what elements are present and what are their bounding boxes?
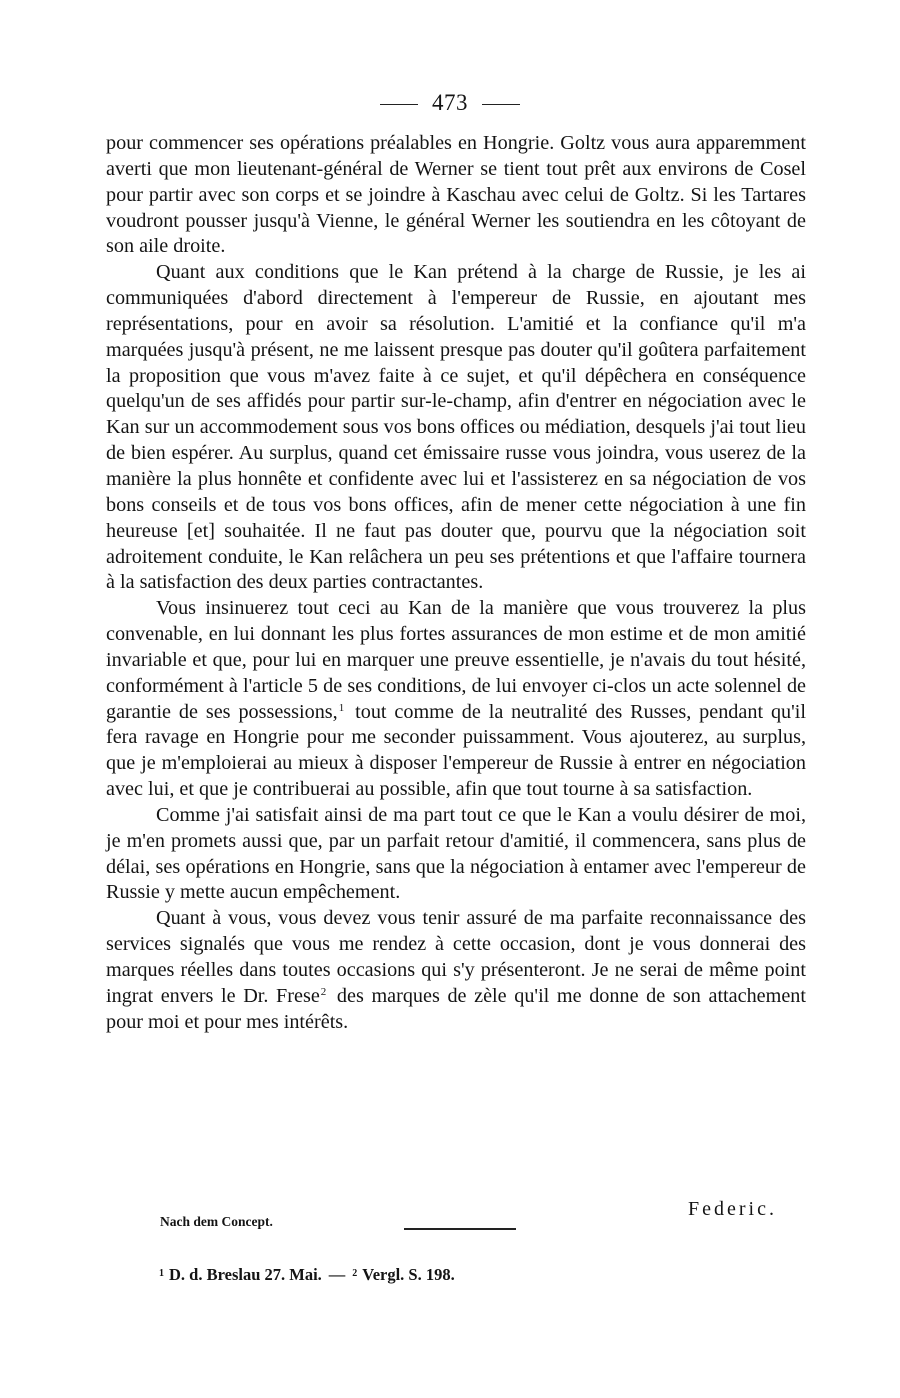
source-note: Nach dem Concept.	[160, 1214, 273, 1229]
footnotes	[159, 1265, 455, 1285]
header-dash-right	[482, 104, 520, 106]
footnote-reference: 1	[338, 701, 345, 714]
footnote-2	[352, 1265, 454, 1284]
letter-closing	[0, 1196, 900, 1256]
signature: Federic.	[688, 1198, 777, 1220]
paragraph	[106, 131, 806, 260]
header-dash-left	[380, 104, 418, 106]
paragraph	[106, 596, 806, 803]
paragraph-text: pour commencer ses opérations préalables en Hongrie. Goltz vous aura apparemment averti que mon lieutenant-général de Werner se tient tout prêt aux environs de Cosel pour partir avec son corps et se joindre à Kaschau avec celui de Goltz. Si les Tartares voudront pousser jusqu'à Vienne, le général Werner les soutiendra en les côtoyant de son aile droite.	[106, 132, 806, 258]
paragraph	[106, 260, 806, 596]
footnote-mark: 2	[352, 1268, 358, 1279]
paragraph-text: Quant aux conditions que le Kan prétend à la charge de Russie, je les ai communiquées d'abord directement à l'empereur de Russie, en ajoutant mes représentations, pour en avoir sa résolution. L'amitié et la confiance qu'il m'a marquées jusqu'à présent, ne me laissent presque pas douter qu'il goûtera parfaitement la proposition que vous m'avez faite à ce sujet, et qu'il dépêchera en conséquence quelqu'un de ses affidés pour partir sur-le-champ, afin d'entrer en négociation avec le Kan sur un accommodement sous vos bons offices ou médiation, desquels j'ai tout lieu de bien espérer. Au surplus, quand cet émissaire russe vous joindra, vous userez de la manière la plus honnête et confidente avec lui et l'assisterez en sa négociation de vos bons conseils et de tous vos bons offices, afin de mener cette négociation à une fin heureuse [et] souhaitée. Il ne faut pas douter que, pourvu que la négociation soit adroitement conduite, le Kan relâchera un peu ses prétentions et que l'affaire tournera à la satisfaction des deux parties contractantes.	[106, 261, 806, 594]
footnote-1	[159, 1265, 322, 1284]
paragraph-text: Comme j'ai satisfait ainsi de ma part tout ce que le Kan a voulu désirer de moi, je m'en promets aussi que, par un parfait retour d'amitié, il commencera, sans plus de délai, ses opérations en Hongrie, sans que la négociation à entamer avec l'empereur de Russie y mette aucun empêchement.	[106, 803, 806, 904]
paragraph	[106, 906, 806, 1035]
footnote-mark: 1	[159, 1268, 164, 1279]
paragraph-text: tout comme de la neutralité des Russes, pendant qu'il fera ravage en Hongrie pour me seconder puissamment. Vous ajouterez, au surplus, que je m'emploierai au mieux à disposer l'empereur de Russie à entrer en négociation avec lui, et que je contribuerai au possible, afin que tout tourne à sa satisfaction.	[106, 700, 806, 801]
paragraph	[106, 803, 806, 906]
footnote-text: Vergl. S. 198.	[362, 1265, 455, 1284]
page-number: 473	[432, 90, 468, 115]
footnote-separator: —	[328, 1265, 346, 1284]
paragraph-text: des marques de zèle qu'il me donne de son attachement pour moi et pour mes intérêts.	[106, 984, 807, 1033]
footnote-rule	[404, 1228, 516, 1230]
page-header	[0, 90, 900, 116]
footnote-text: D. d. Breslau 27. Mai.	[169, 1265, 322, 1284]
footnote-reference: 2	[320, 985, 327, 998]
paragraph-text: Quant à vous, vous devez vous tenir assuré de ma parfaite reconnaissance des services signalés que vous me rendez à cette occasion, dont je vous donnerai des marques réelles dans toutes occasions qui s'y présenteront. Je ne serai de même point ingrat envers le Dr. Frese	[106, 907, 806, 1007]
letter-body	[106, 131, 806, 1036]
paragraph-text: Vous insinuerez tout ceci au Kan de la manière que vous trouverez la plus convenable, en lui donnant les plus fortes assurances de mon estime et de mon amitié invariable et que, pour lui en marquer une preuve essentielle, je n'avais du tout hésité, conformément à l'article 5 de ses conditions, de lui envoyer ci-clos un acte solennel de garantie de ses possessions,	[106, 597, 806, 723]
